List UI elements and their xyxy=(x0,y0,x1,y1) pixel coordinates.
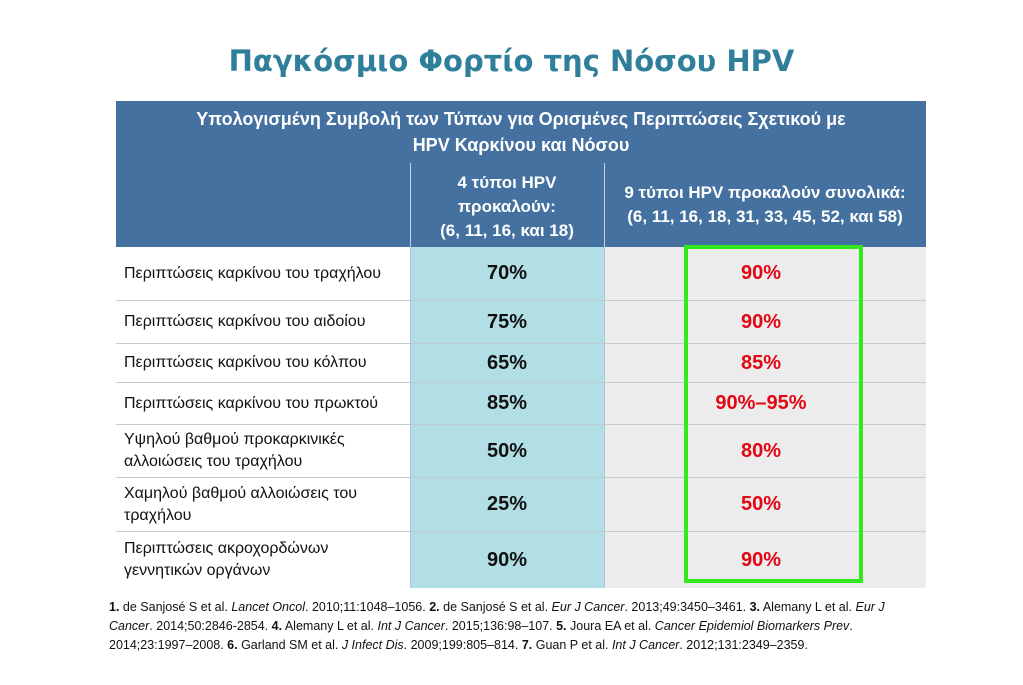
ref-journal: Int J Cancer xyxy=(611,638,680,652)
references xyxy=(109,598,929,655)
ref-text: Garland SM et al. xyxy=(237,638,342,652)
ref-text: . 2010;11:1048–1056. xyxy=(305,600,430,614)
four-type-value: 85% xyxy=(410,383,604,424)
ref-text: . 2014;50:2846-2854. xyxy=(149,619,272,633)
ref-number: 6. xyxy=(227,638,238,652)
ref-text: Alemany L et al. xyxy=(282,619,378,633)
ref-text: . 2013;49:3450–3461. xyxy=(624,600,750,614)
nine-type-value: 90% xyxy=(604,247,926,300)
ref-number: 7. xyxy=(521,638,533,652)
ref-text: Joura EA et al. xyxy=(566,619,655,633)
header-9-types-line: (6, 11, 16, 18, 31, 33, 45, 52, και 58) xyxy=(627,207,903,226)
ref-number: 2. xyxy=(429,600,440,614)
ref-text: de Sanjosé S et al. xyxy=(119,600,232,614)
ref-text: de Sanjosé S et al. xyxy=(439,600,552,614)
ref-journal: Eur J Cancer xyxy=(109,600,885,633)
ref-journal: Lancet Oncol xyxy=(231,600,305,614)
header-4-types-line: προκαλούν: xyxy=(458,197,556,216)
ref-text: . 2014;23:1997–2008. xyxy=(109,619,853,652)
table-header-line2: HPV Καρκίνου και Νόσου xyxy=(412,135,630,155)
header-divider xyxy=(604,163,605,247)
ref-text: . 2015;136:98–107. xyxy=(444,619,557,633)
ref-text: Guan P et al. xyxy=(532,638,612,652)
ref-journal: Int J Cancer xyxy=(377,619,445,633)
column-divider xyxy=(604,247,605,588)
ref-journal: Eur J Cancer xyxy=(551,600,625,614)
page-title: Παγκόσμιο Φορτίο της Νόσου HPV xyxy=(228,44,795,78)
header-4-types-line: (6, 11, 16, και 18) xyxy=(440,221,574,240)
four-type-value: 75% xyxy=(410,301,604,343)
table-header xyxy=(116,101,926,163)
row-label: Περιπτώσεις καρκίνου του τραχήλου xyxy=(116,247,410,300)
column-divider xyxy=(410,247,411,588)
four-type-value: 25% xyxy=(410,478,604,531)
nine-type-value: 50% xyxy=(604,478,926,531)
header-9-types-line: 9 τύποι HPV προκαλούν συνολικά: xyxy=(624,183,906,202)
row-label: Χαμηλού βαθμού αλλοιώσεις του τραχήλου xyxy=(116,478,410,531)
nine-type-value: 80% xyxy=(604,425,926,477)
four-type-value: 70% xyxy=(410,247,604,300)
nine-type-value: 90% xyxy=(604,301,926,343)
header-9-types xyxy=(604,163,926,247)
nine-type-value: 90% xyxy=(604,532,926,588)
ref-number: 1. xyxy=(109,600,120,614)
ref-text: . 2009;199:805–814. xyxy=(403,638,522,652)
ref-text: Alemany L et al. xyxy=(760,600,856,614)
ref-text: . 2012;131:2349–2359. xyxy=(679,638,808,652)
row-label: Περιπτώσεις καρκίνου του πρωκτού xyxy=(116,383,410,424)
row-label: Περιπτώσεις καρκίνου του αιδοίου xyxy=(116,301,410,343)
four-type-value: 65% xyxy=(410,344,604,382)
ref-journal: Cancer Epidemiol Biomarkers Prev xyxy=(654,619,850,633)
ref-number: 4. xyxy=(271,619,283,633)
nine-type-value: 85% xyxy=(604,344,926,382)
ref-number: 3. xyxy=(749,600,761,614)
nine-type-value: 90%–95% xyxy=(604,383,926,424)
table-header-line1: Υπολογισμένη Συμβολή των Τύπων για Ορισμένες Περιπτώσεις Σχετικού με xyxy=(196,109,846,129)
ref-number: 5. xyxy=(556,619,567,633)
row-label: Περιπτώσεις καρκίνου του κόλπου xyxy=(116,344,410,382)
header-4-types xyxy=(410,163,604,247)
ref-journal: J Infect Dis xyxy=(341,638,404,652)
header-divider xyxy=(410,163,411,247)
four-type-value: 90% xyxy=(410,532,604,588)
header-4-types-line: 4 τύποι HPV xyxy=(457,173,557,192)
header-empty-cell xyxy=(116,163,410,247)
four-type-value: 50% xyxy=(410,425,604,477)
highlight-box xyxy=(684,245,863,583)
row-label: Υψηλού βαθμού προκαρκινικές αλλοιώσεις του τραχήλου xyxy=(116,425,410,477)
row-label: Περιπτώσεις ακροχορδώνων γεννητικών οργάνων xyxy=(116,532,410,588)
